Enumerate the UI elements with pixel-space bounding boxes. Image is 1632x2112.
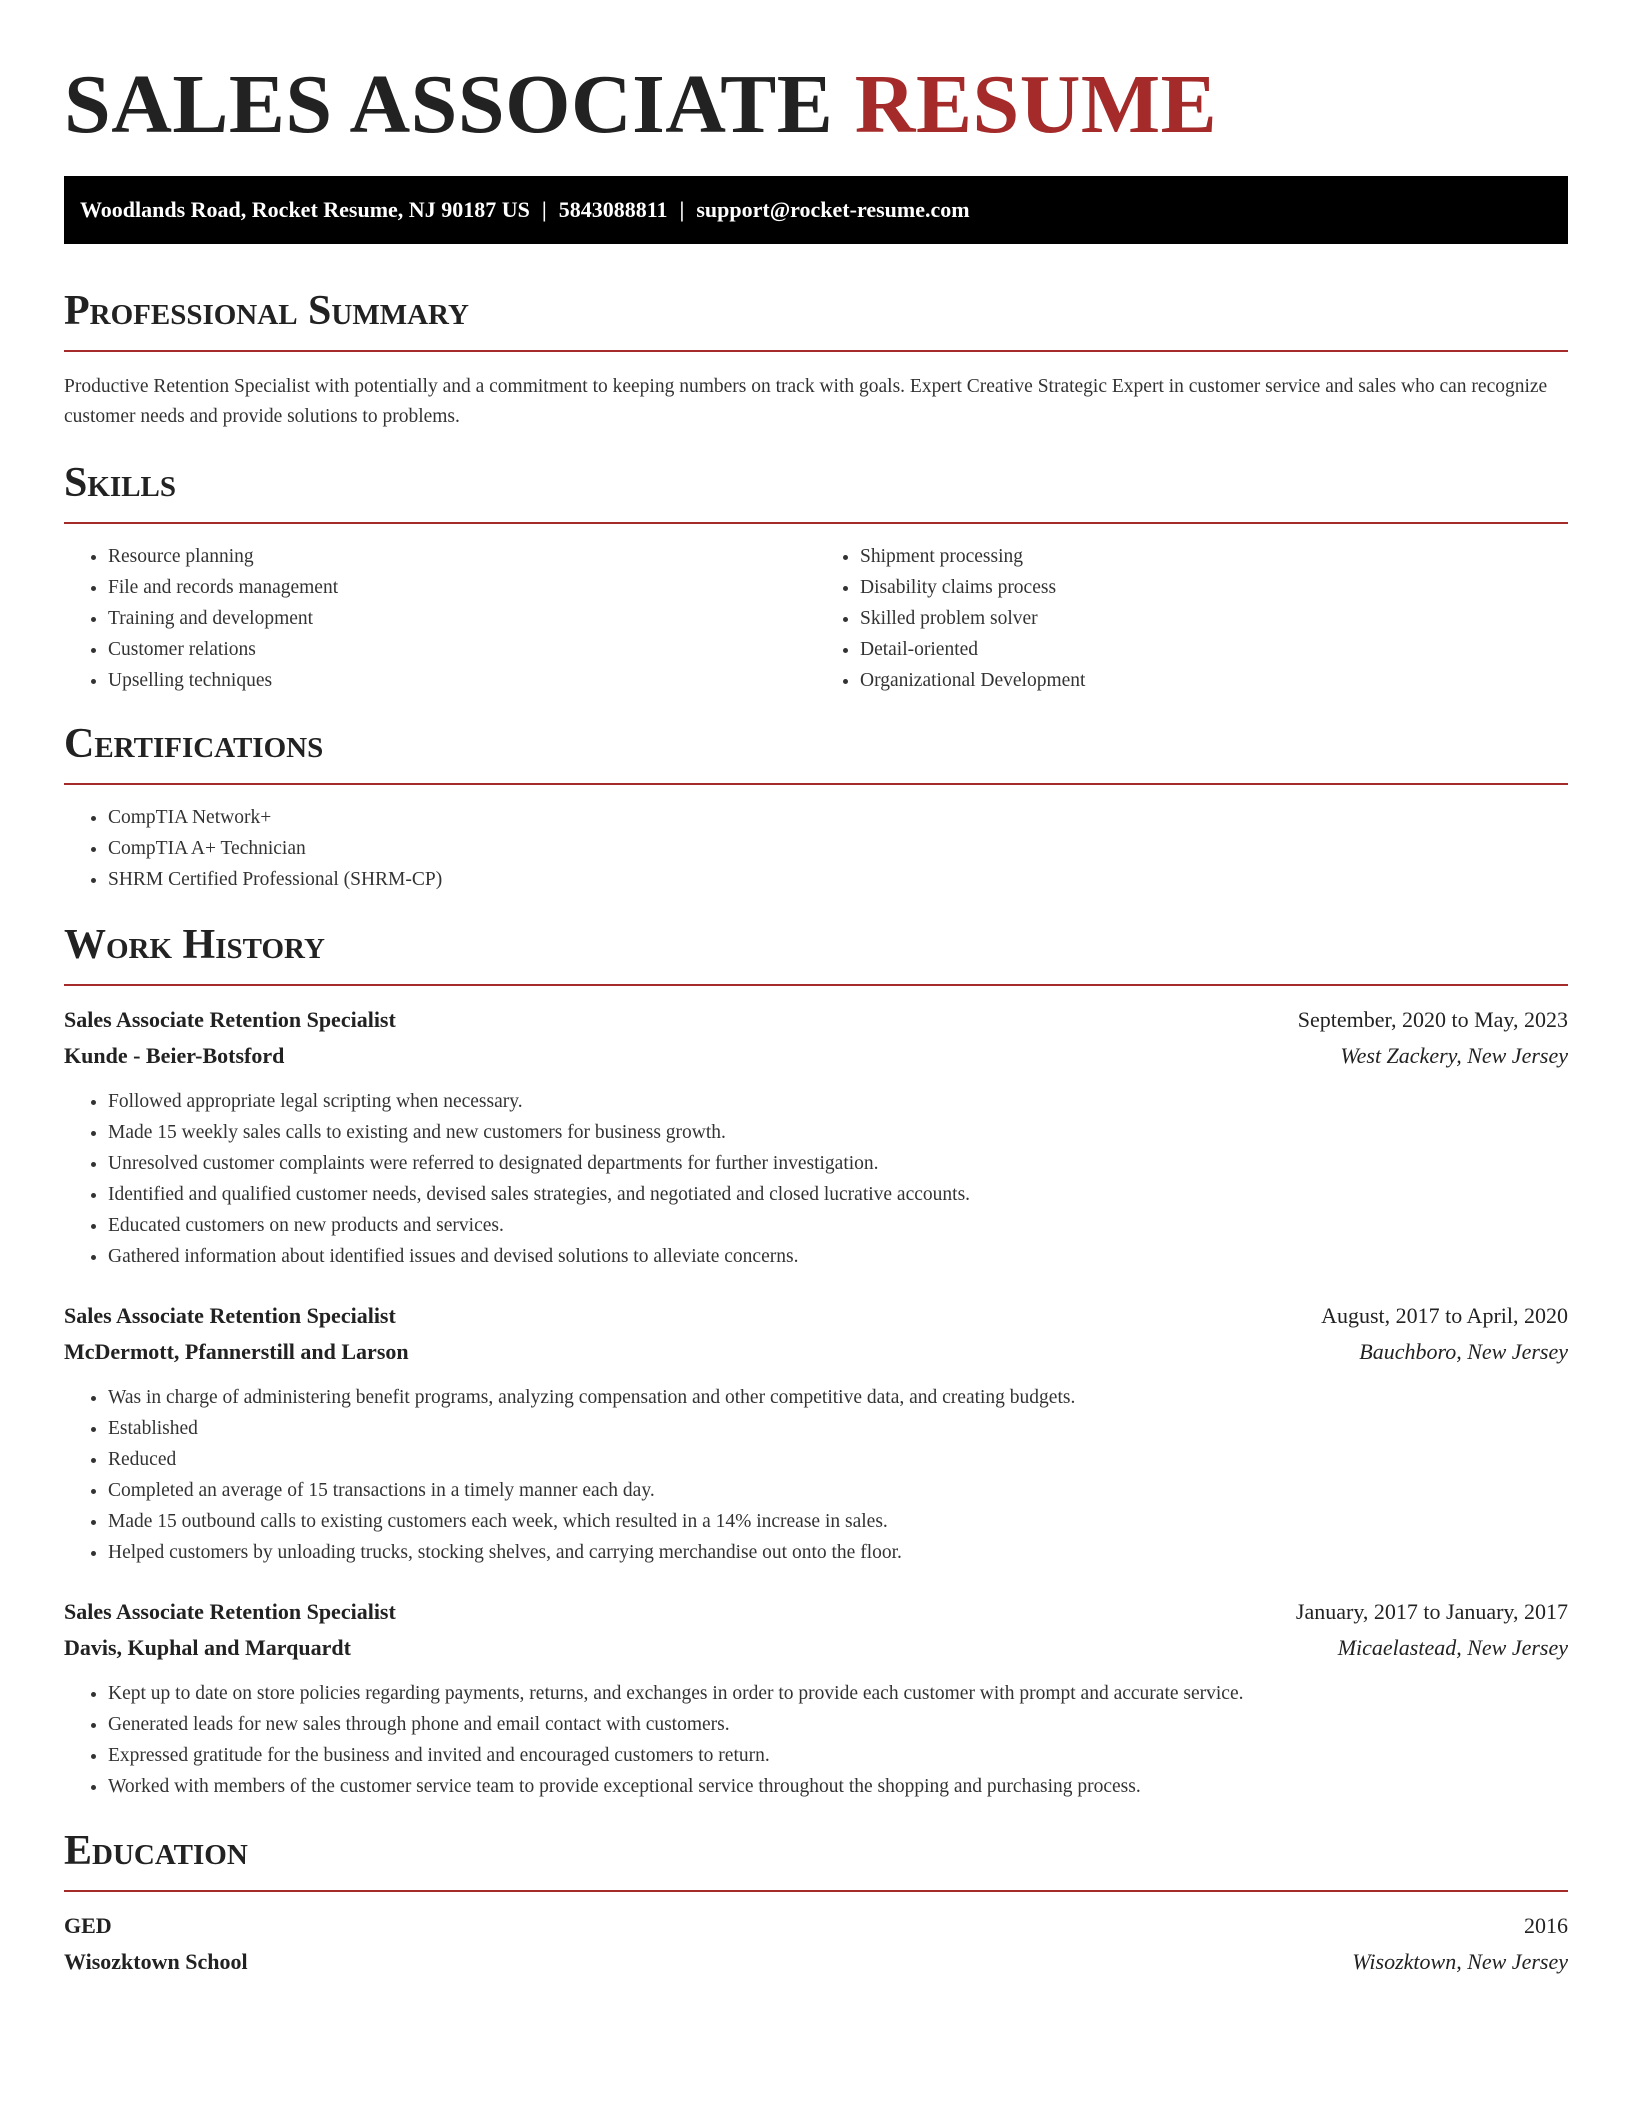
job-dates: September, 2020 to May, 2023: [1297, 1007, 1568, 1032]
job-entry: [64, 1594, 1568, 1802]
section-heading: Skills: [64, 460, 177, 506]
job-location: Micaelastead, New Jersey: [1337, 1635, 1568, 1660]
skill-item: • Training and development: [108, 603, 816, 634]
contact-separator: |: [679, 197, 685, 222]
job-bullet: • Gathered information about identified issues and devised solutions to alleviate concerns.: [108, 1241, 1568, 1272]
summary-text: Productive Retention Specialist with potentially and a commitment to keeping numbers on track with goals. Expert Creative Strategic Expert in customer service and sales who can recognize customer needs and provide solutions to problems.: [64, 376, 1548, 427]
job-bullet: • Expressed gratitude for the business and invited and encouraged customers to return.: [108, 1740, 1568, 1771]
certification-item: • CompTIA Network+: [108, 802, 1568, 833]
certifications-list: [64, 802, 1568, 895]
contact-address: Woodlands Road, Rocket Resume, NJ 90187 US: [80, 197, 530, 222]
skill-item: • Detail-oriented: [860, 634, 1568, 665]
job-dates: January, 2017 to January, 2017: [1295, 1599, 1568, 1624]
skill-item: • Resource planning: [108, 541, 816, 572]
summary-section: [64, 286, 1568, 432]
work-history-section: [64, 920, 1568, 1802]
skill-item: • Organizational Development: [860, 665, 1568, 696]
contact-email[interactable]: support@rocket-resume.com: [696, 197, 970, 222]
contact-bar: [64, 176, 1568, 244]
job-bullet: • Educated customers on new products and services.: [108, 1210, 1568, 1241]
job-entry: [64, 1002, 1568, 1272]
section-heading: Certifications: [64, 721, 324, 767]
job-bullet: • Helped customers by unloading trucks, stocking shelves, and carrying merchandise out onto the floor.: [108, 1537, 1568, 1568]
section-divider: [64, 1890, 1568, 1892]
section-divider: [64, 522, 1568, 524]
job-header-row: [64, 1298, 1568, 1334]
section-divider: [64, 984, 1568, 986]
skill-item: • File and records management: [108, 572, 816, 603]
job-bullet: • Reduced: [108, 1444, 1568, 1475]
skill-item: • Skilled problem solver: [860, 603, 1568, 634]
skill-item: • Upselling techniques: [108, 665, 816, 696]
job-company-row: [64, 1334, 1568, 1370]
education-year: 2016: [1524, 1913, 1568, 1938]
job-bullet: • Worked with members of the customer service team to provide exceptional service throughout the shopping and purchasing process.: [108, 1771, 1568, 1802]
section-divider: [64, 783, 1568, 785]
education-degree: GED: [64, 1913, 112, 1938]
section-divider: [64, 350, 1568, 352]
contact-phone[interactable]: 5843088811: [558, 197, 668, 222]
job-title: Sales Associate Retention Specialist: [64, 1599, 396, 1624]
job-bullet: • Identified and qualified customer needs, devised sales strategies, and negotiated and closed lucrative accounts.: [108, 1179, 1568, 1210]
skills-list-right: [816, 541, 1568, 696]
title-accent: RESUME: [854, 58, 1218, 151]
job-title: Sales Associate Retention Specialist: [64, 1007, 396, 1032]
skill-item: • Disability claims process: [860, 572, 1568, 603]
job-bullets: [64, 1678, 1568, 1802]
job-bullet: • Followed appropriate legal scripting when necessary.: [108, 1086, 1568, 1117]
job-bullet: • Made 15 outbound calls to existing customers each week, which resulted in a 14% increase in sales.: [108, 1506, 1568, 1537]
job-company-row: [64, 1630, 1568, 1666]
job-company-row: [64, 1038, 1568, 1074]
job-bullet: • Generated leads for new sales through phone and email contact with customers.: [108, 1709, 1568, 1740]
job-company: Davis, Kuphal and Marquardt: [64, 1635, 351, 1660]
job-company: McDermott, Pfannerstill and Larson: [64, 1339, 409, 1364]
job-location: West Zackery, New Jersey: [1340, 1043, 1568, 1068]
job-bullets: [64, 1382, 1568, 1568]
section-heading: Professional Summary: [64, 288, 469, 334]
education-school: Wisozktown School: [64, 1949, 248, 1974]
job-bullets: [64, 1086, 1568, 1272]
skill-item: • Customer relations: [108, 634, 816, 665]
education-entry: [64, 1908, 1568, 1980]
job-bullet: • Established: [108, 1413, 1568, 1444]
contact-separator: |: [541, 197, 547, 222]
job-entry: [64, 1298, 1568, 1568]
job-bullet: • Kept up to date on store policies regarding payments, returns, and exchanges in order to provide each customer with prompt and accurate service.: [108, 1678, 1568, 1709]
job-bullet: • Completed an average of 15 transactions in a timely manner each day.: [108, 1475, 1568, 1506]
job-bullet: • Made 15 weekly sales calls to existing and new customers for business growth.: [108, 1117, 1568, 1148]
job-header-row: [64, 1002, 1568, 1038]
certifications-section: [64, 719, 1568, 895]
title-main: SALES ASSOCIATE: [64, 58, 834, 151]
section-heading: Work History: [64, 922, 325, 968]
skills-list-left: [64, 541, 816, 696]
job-bullet: • Was in charge of administering benefit programs, analyzing compensation and other competitive data, and creating budgets.: [108, 1382, 1568, 1413]
job-dates: August, 2017 to April, 2020: [1321, 1303, 1568, 1328]
education-header-row: [64, 1908, 1568, 1944]
skill-item: • Shipment processing: [860, 541, 1568, 572]
education-location: Wisozktown, New Jersey: [1352, 1949, 1568, 1974]
section-heading: Education: [64, 1828, 248, 1874]
job-bullet: • Unresolved customer complaints were referred to designated departments for further investigation.: [108, 1148, 1568, 1179]
certification-item: • SHRM Certified Professional (SHRM-CP): [108, 864, 1568, 895]
skills-section: [64, 458, 1568, 696]
resume-title: [64, 0, 1568, 152]
job-header-row: [64, 1594, 1568, 1630]
education-section: [64, 1826, 1568, 1980]
job-title: Sales Associate Retention Specialist: [64, 1303, 396, 1328]
skills-grid: [64, 541, 1568, 696]
certification-item: • CompTIA A+ Technician: [108, 833, 1568, 864]
job-company: Kunde - Beier-Botsford: [64, 1043, 285, 1068]
job-location: Bauchboro, New Jersey: [1359, 1339, 1568, 1364]
education-school-row: [64, 1944, 1568, 1980]
